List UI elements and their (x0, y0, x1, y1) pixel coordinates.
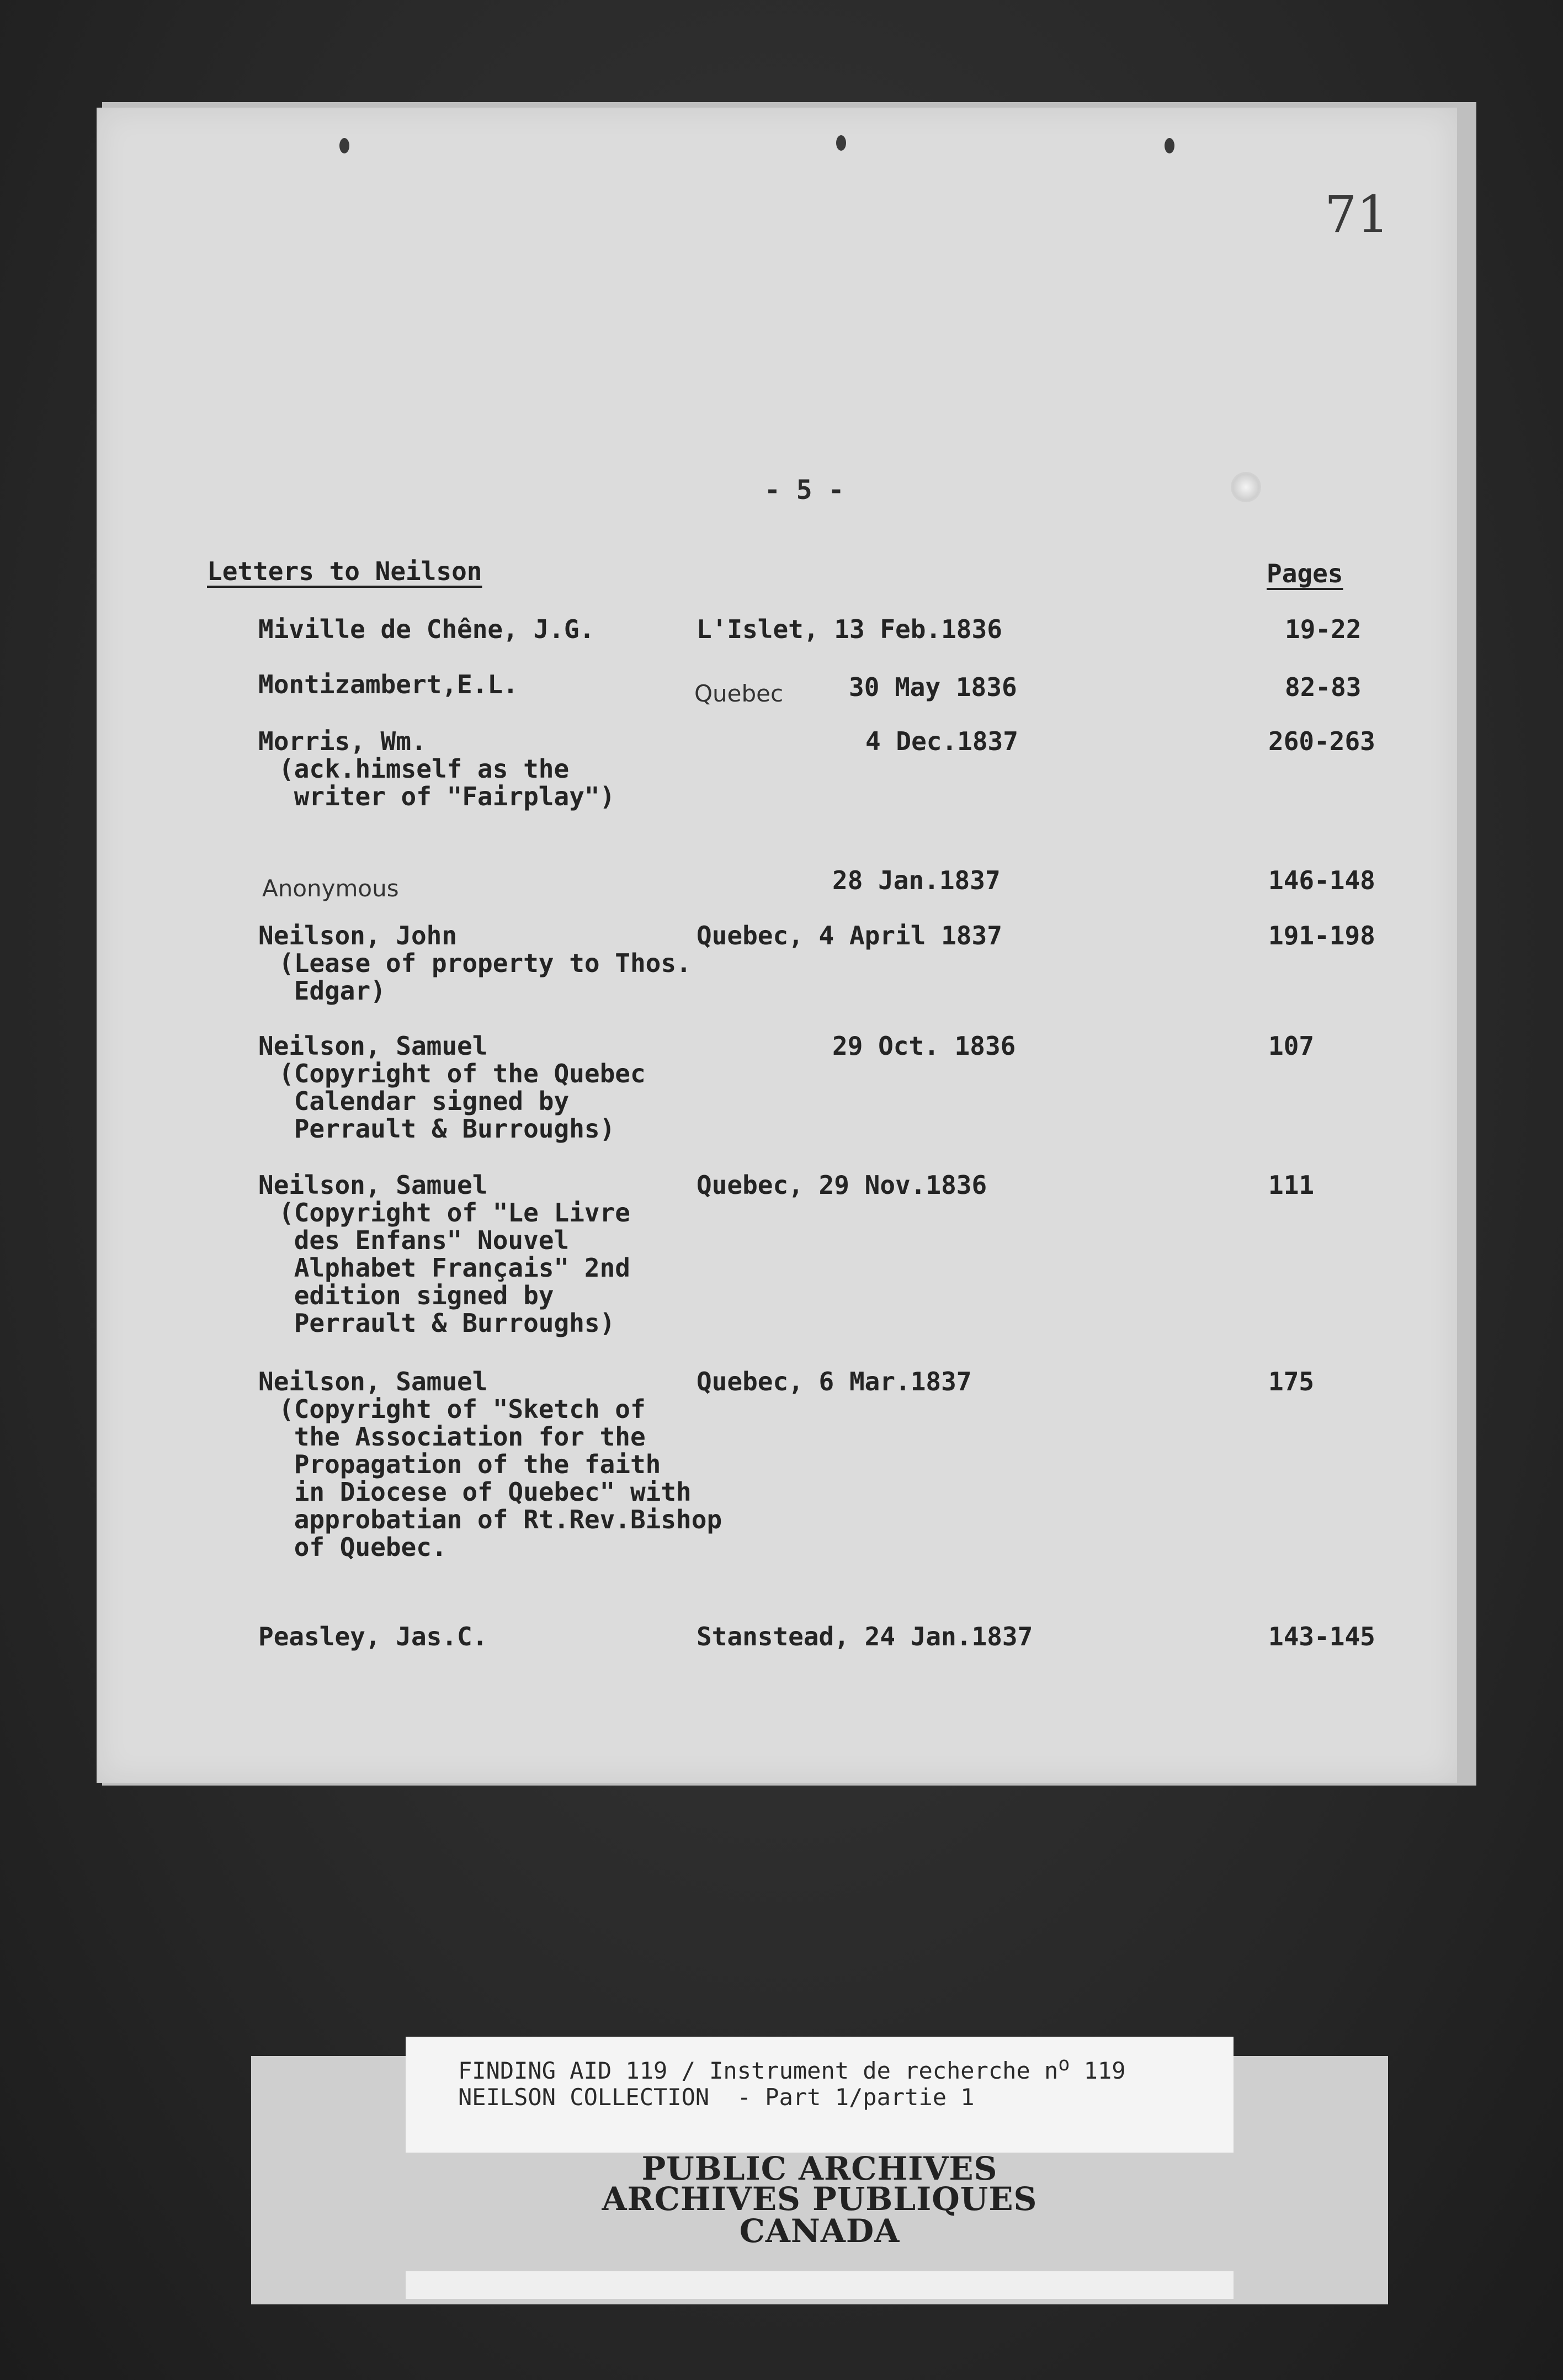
entry-description (279, 1395, 722, 1561)
description-line: writer of "Fairplay") (279, 782, 615, 811)
entry-pages: 260-263 (1268, 726, 1375, 756)
entry-pages: 82-83 (1285, 672, 1362, 702)
pages-heading: Pages (1267, 559, 1343, 588)
entry-description (279, 949, 692, 1005)
collection-line: NEILSON COLLECTION - Part 1/partie 1 (458, 2084, 975, 2111)
punch-hole (1165, 138, 1174, 153)
finding-aid-number: 119 (1070, 2057, 1126, 2084)
description-line: Propagation of the faith (279, 1449, 661, 1479)
entry-pages: 107 (1268, 1031, 1315, 1061)
entry-place-date: Quebec, 29 Nov.1836 (697, 1170, 987, 1200)
stamp-line-canada: CANADA (739, 2212, 900, 2250)
entry-place-date: Stanstead, 24 Jan.1837 (697, 1622, 1033, 1651)
paper-smudge (1231, 472, 1261, 502)
entry-pages: 146-148 (1268, 865, 1375, 895)
entry-pages: 175 (1268, 1367, 1315, 1396)
finding-aid-superscript: o (1058, 2053, 1070, 2075)
entry-place-date: L'Islet, 13 Feb.1836 (697, 614, 1002, 644)
description-line: (Copyright of "Sketch of (279, 1394, 646, 1424)
description-line: edition signed by (279, 1281, 554, 1310)
entry-place-date: Quebec, 4 April 1837 (697, 921, 1002, 950)
entry-description (279, 1199, 630, 1337)
entry-place-date: Quebec, 6 Mar.1837 (697, 1367, 972, 1396)
punch-hole (339, 138, 349, 153)
description-line: Calendar signed by (279, 1086, 570, 1116)
description-line: of Quebec. (279, 1532, 447, 1562)
description-line: the Association for the (279, 1422, 646, 1452)
finding-aid-text: FINDING AID 119 / Instrument de recherche n (458, 2057, 1059, 2084)
stamp-line-archives-publiques: ARCHIVES PUBLIQUES (602, 2180, 1038, 2218)
entry-name: Peasley, Jas.C. (258, 1622, 488, 1651)
entry-name: Miville de Chêne, J.G. (258, 614, 595, 644)
entry-name: Montizambert,E.L. (258, 670, 518, 699)
description-line: Edgar) (279, 976, 386, 1006)
entry-date: 29 Oct. 1836 (832, 1031, 1016, 1061)
entry-name: Neilson, John (258, 921, 458, 950)
description-line: in Diocese of Quebec" with (279, 1477, 692, 1507)
entry-name: Morris, Wm. (258, 726, 427, 756)
page-number: - 5 - (764, 475, 844, 506)
entry-description (279, 755, 615, 810)
entry-name: Neilson, Samuel (258, 1170, 488, 1200)
description-line: (Copyright of the Quebec (279, 1059, 646, 1088)
entry-name-handwritten: Anonymous (262, 875, 399, 902)
entry-name: Neilson, Samuel (258, 1031, 488, 1061)
entry-pages: 111 (1268, 1170, 1315, 1200)
description-line: approbatian of Rt.Rev.Bishop (279, 1505, 722, 1534)
entry-date: 28 Jan.1837 (832, 865, 1001, 895)
entry-pages: 143-145 (1268, 1622, 1375, 1651)
stamp-line-public-archives: PUBLIC ARCHIVES (641, 2150, 998, 2187)
entry-pages: 191-198 (1268, 921, 1375, 950)
entry-date: 4 Dec.1837 (865, 726, 1018, 756)
entry-place-handwritten: Quebec (694, 680, 784, 707)
description-line: (Lease of property to Thos. (279, 948, 692, 978)
entry-name: Neilson, Samuel (258, 1367, 488, 1396)
label-bottom-strip (406, 2271, 1234, 2299)
entry-description (279, 1060, 646, 1143)
entry-date: 30 May 1836 (849, 672, 1017, 702)
description-line: Perrault & Burroughs) (279, 1308, 615, 1338)
section-heading: Letters to Neilson (207, 556, 482, 586)
description-line: Alphabet Français" 2nd (279, 1253, 630, 1283)
punch-hole (836, 135, 846, 151)
finding-aid-line (458, 2053, 1126, 2084)
description-line: Perrault & Burroughs) (279, 1114, 615, 1144)
description-line: des Enfans" Nouvel (279, 1225, 570, 1255)
description-line: (Copyright of "Le Livre (279, 1198, 630, 1228)
description-line: (ack.himself as the (279, 754, 570, 784)
folio-number: 71 (1325, 185, 1390, 244)
entry-pages: 19-22 (1285, 614, 1362, 644)
